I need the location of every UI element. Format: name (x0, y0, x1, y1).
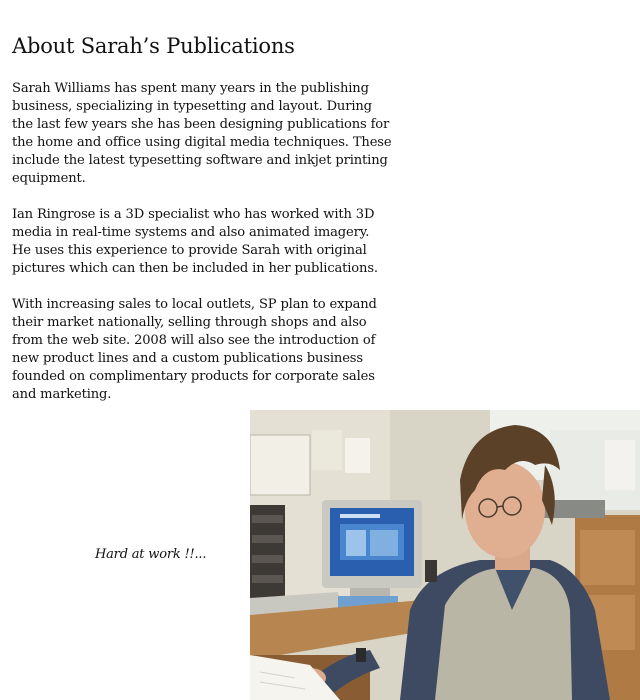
paragraph-sarah: Sarah Williams has spent many years in the publishing business, specializing in typesetting and layout. During the last few years she has been designing publications for the home and office using digital media techniques. These include the latest typesetting software and inkjet printing equipment. (12, 81, 392, 186)
photo-caption: Hard at work !!... (95, 547, 207, 562)
page-title: About Sarah’s Publications (12, 34, 295, 58)
paragraph-ian: Ian Ringrose is a 3D specialist who has worked with 3D media in real-time systems and also animated imagery. He uses this experience to provide Sarah with original pictures which can then be included in her publications. (12, 207, 378, 276)
office-photo (250, 410, 640, 700)
paragraph-plans: With increasing sales to local outlets, SP plan to expand their market nationally, selling through shops and also from the web site. 2008 will also see the introduction of new product lines and a custom publications business founded on complimentary products for corporate sales and marketing. (12, 297, 377, 402)
